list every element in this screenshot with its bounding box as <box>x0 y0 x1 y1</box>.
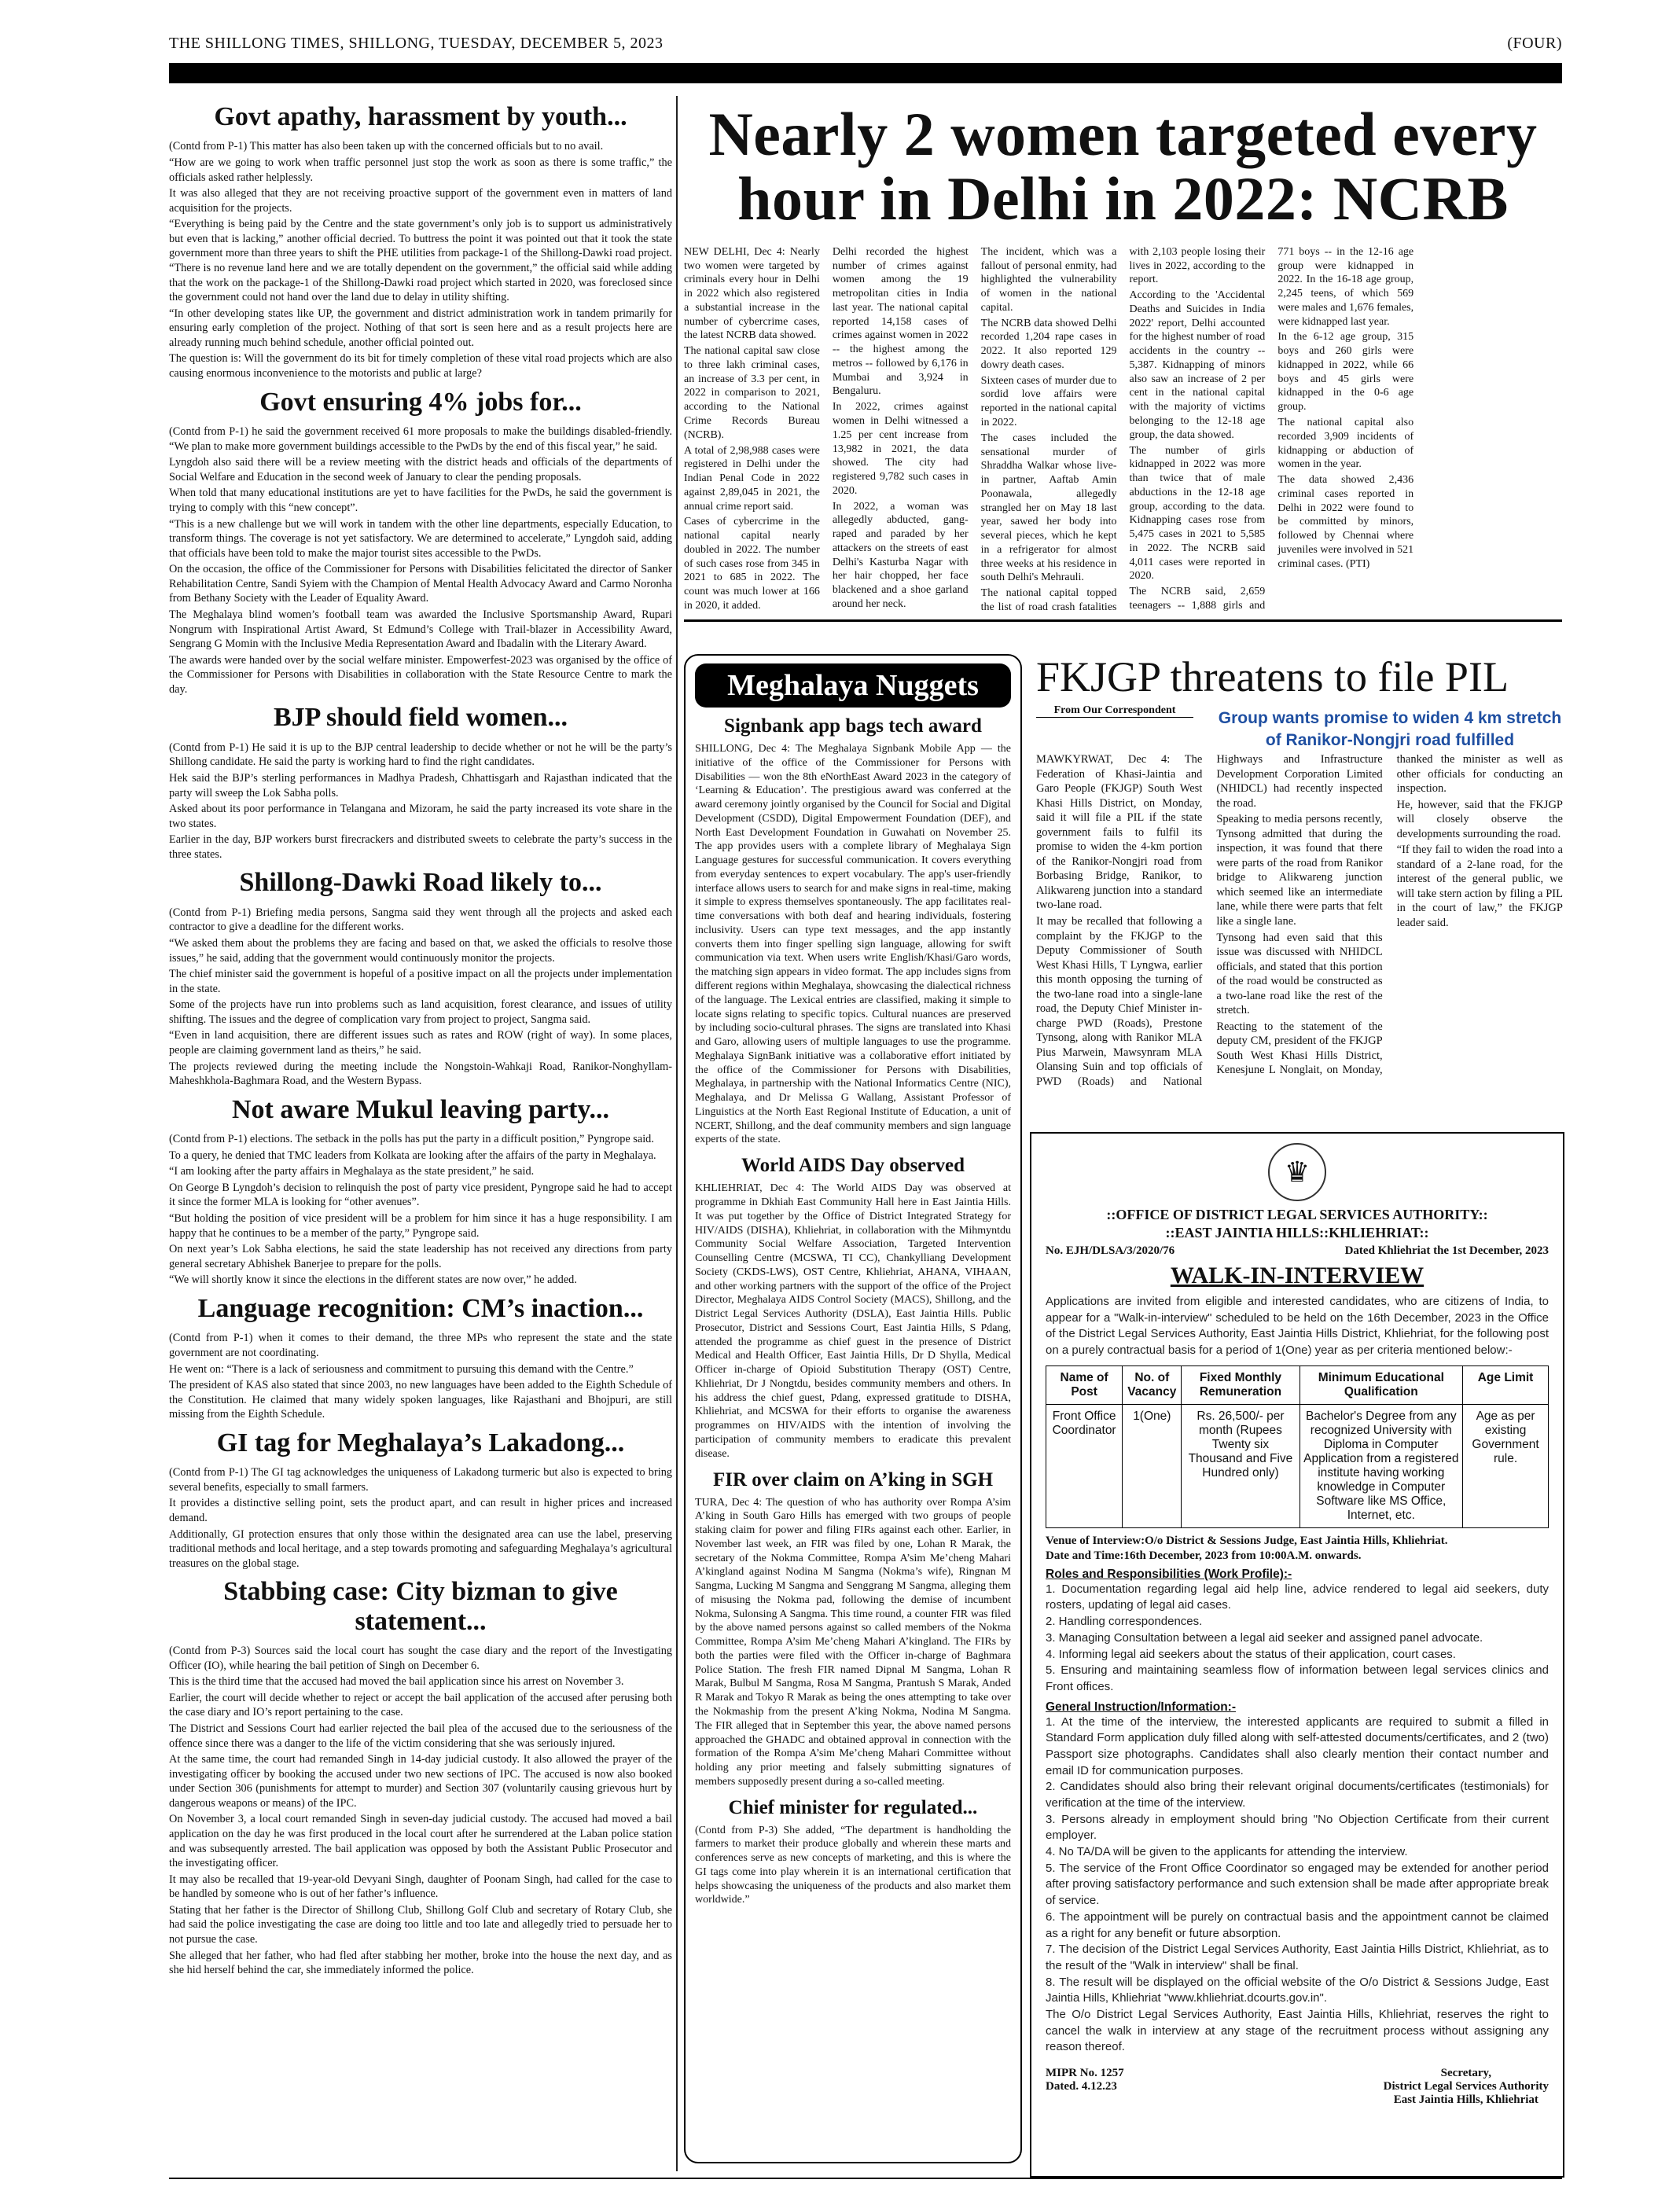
instruction-item: 2. Candidates should also bring their relevant original documents/certificates (testimonials) for verification at the time of the interview. <box>1046 1780 1549 1810</box>
article-paragraph: To a query, he denied that TMC leaders from Kolkata are looking after the affairs of the party in Meghalaya. <box>169 1149 656 1162</box>
fkjgp-subhead: Group wants promise to widen 4 km stretch of Ranikor-Nongjri road fulfilled <box>1218 709 1562 750</box>
lead-paragraph: The cases included the sensational murder of Shraddha Walkar whose live-in partner, Aaftab Amin Poonawala, allegedly strangled her on May 18 last year, sawed her body into several pieces, which he kept in a refrigerator for almost three weeks at his residence in south Delhi's Mehrauli. <box>980 432 1117 584</box>
lead-headline: Nearly 2 women targeted every hour in Delhi in 2022: NCRB <box>708 100 1538 233</box>
role-item: 1. Documentation regarding legal aid help line, advice rendered to legal aid seekers, duty rosters, updating of legal aid cases. <box>1046 1582 1549 1612</box>
article-paragraph: “This is a new challenge but we will work in tandem with the other line departments, especially Education, to transform things. The coverage is not yet satisfactory. We are determined to accelerate,” Lyngdoh said, adding that officials have been told to make the major tourist sites accessible to the PwDs. <box>169 517 672 560</box>
masthead <box>169 35 1562 53</box>
article-paragraph: When told that many educational institutions are yet to have facilities for the PwDs, he said the government is trying to comply with this “new concept”. <box>169 487 672 514</box>
article-paragraph: (Contd from P-1) Briefing media persons, Sangma said they went through all the projects and asked each contractor to give a deadline for the different works. <box>169 906 672 934</box>
nugget-paragraph: KHLIEHRIAT, Dec 4: The World AIDS Day was observed at programme in Dkhiah East Community Hall here in East Jaintia Hills. It was put together by the Office of District Integrated Strategy for HIV/AIDS (DISHA), Khliehriat, in collaboration with the Mihmyntdu Community Social Welfare Association, Targeted Intervention Counselling Centre (MCSWA, TI CC), Chankylliang Development Society (CKDS-LWS), OST Centre, Khliehriat, AHANA, VIHAAN, and other working partners with the support of the office of the Project Director, Meghalaya AIDS Control Society (MACS), Shillong, and the District Legal Services Authority (DSLA), East Jaintia Hills. Public Prosecutor, District and Sessions Court, East Jaintia Hills, S Pdang, attended the programme as chief guest in the presence of District Medical and Health Officer, East Jaintia Hills, Dr D Shylla, Medical Officer in-charge of Opioid Substitution Therapy (OST) Centre, Khliehriat, Dr J Nongtdu, besides community members and others. In his address the chief guest, Pdang, expressed gratitude to DISHA, Khliehriat, and MCSWA for their efforts to organise the awareness programmes on HIV/AIDS with the intention of involving the participation of community members to eradicate this prevalent disease. <box>695 1182 1011 1460</box>
lead-paragraph: In 2022, a woman was allegedly abducted, gang-raped and paraded by her attackers on the streets of east Delhi's Kasturba Nagar with her hair chopped, her face blackened and a shoe garland around her neck. <box>832 500 969 610</box>
ad-intro: Applications are invited from eligible and interested candidates, who are citizens of India, to appear for a "Walk-in-interview" scheduled to be held on the 16th December, 2023 in the Office of the District Legal Services Authority, East Jaintia Hills District, Khliehriat, for the following post on a purely contractual basis for a period of 1(One) year as per criteria mentioned below:- <box>1046 1295 1549 1358</box>
article-paragraph: “But holding the position of vice president will be a problem for him since it has a huge responsibility. I am happy that he continues to be a member of the party,” Pyngrope said. <box>169 1212 672 1240</box>
nuggets-box <box>684 654 1022 2163</box>
lead-paragraph: In 2022, crimes against women in Delhi witnessed a 1.25 per cent increase from 13,982 in 2021, the data showed. The city had registered 9,782 such cases in 2020. <box>832 401 969 497</box>
signatory-3: East Jaintia Hills, Khliehriat <box>1393 2093 1538 2106</box>
fkjgp-paragraph: It may be recalled that following a complaint by the FKJGP to the Deputy Commissioner of South West Khasi Hills, T Lyngwa, earlier this month opposing the turning of the two-lane road into a single-lane road, the Deputy Chief Minister in-charge PWD (Roads), Prestone Tynsong, along with Ranikor MLA Pius Marwein, Mawsynram MLA Olansing Suin and top officials of PWD (Roads) and National Highways and Infrastructure Development Corporation Limited (NHIDCL) had recently inspected the road. <box>1036 753 1383 1089</box>
lead-rule <box>684 619 1562 622</box>
table-header: No. of Vacancy <box>1123 1365 1182 1404</box>
fkjgp-body <box>1036 752 1563 1090</box>
article-paragraph: On George B Lyngdoh’s decision to relinquish the post of party vice president, Pyngrope said he had to accept it since the former MLA is looking for “other avenues”. <box>169 1181 672 1209</box>
table-header: Age Limit <box>1463 1365 1549 1404</box>
fkjgp-headline: FKJGP threatens to file PIL <box>1036 653 1509 700</box>
venue: Venue of Interview:O/o District & Sessions Judge, East Jaintia Hills, Khliehriat. <box>1046 1534 1448 1547</box>
nugget-paragraph: TURA, Dec 4: The question of who has authority over Rompa A’sim A’king in South Garo Hills has emerged with two groups of people staking claim for power and filing FIRs against each other. Earlier, in November last week, an FIR was filed by one, Lohan R Marak, the secretary of the Nokma Committee, Rompa A’sim Me’cheng Mahari A’kingland against Nodina M Sangma (Nokma’s wife), Ringnan M Sangma, Lucking M Sangma and Senggrang M Sangma, alleging them of misusing the Nokma pad, following the demise of incumbent Nokma, Sulonsing A Sangma. This time round, a counter FIR was filed by the above named persons against so called members of the Nokma Committee, Rompa A’sim Me’cheng Mahari A’kingland. The FIRs by both the parties were filed with the Officer in-charge of Baghmara Police Station. The fresh FIR named Dipnal M Sangma, Lohan R Marak, Bulbul M Sangma, Rosa M Sangma, Prantush S Marak, Anded R Marak and Tokyo R Marak as being the ones attempting to take over the Nokmaship from the present A’king Nokma, Nodina M Sangma. The FIR alleged that in September this year, the above named persons approached the GHADC and obtained approval in connection with the formation of the Rompa A’sim Me’cheng Mahari Committee without holding any prior meeting and falsely submitting signatures of members supposedly present during a so-called meeting. <box>695 1496 1011 1788</box>
emblem-icon: ♛ <box>1268 1143 1326 1201</box>
bottom-rule <box>169 2178 1562 2179</box>
article-headline: Language recognition: CM’s inaction... <box>197 1293 644 1323</box>
table-cell: Rs. 26,500/- per month (Rupees Twenty six Thousand and Five Hundred only) <box>1182 1404 1300 1527</box>
lead-paragraph: Delhi recorded the highest number of crimes against women among the 19 metropolitan cities in India last year. The national capital reported 14,158 cases of crimes against women in 2022 -- the highest among the metros -- followed by 6,176 in Mumbai and 3,924 in Bengaluru. <box>832 245 969 398</box>
ad-footer <box>1046 2067 1549 2107</box>
lead-paragraph: Cases of cybercrime in the national capital nearly doubled in 2022. The number of such cases rose from 345 in 2021 to 685 in 2022. The count was much lower at 166 in 2020, it added. <box>684 516 820 612</box>
ref-line <box>1046 1244 1549 1258</box>
article-paragraph: “We will shortly know it since the elections in the different states are now over,” he added. <box>169 1274 577 1287</box>
article-headline: Govt ensuring 4% jobs for... <box>259 387 582 417</box>
fkjgp-paragraph: He, however, said that the FKJGP will closely observe the developments surrounding the road. <box>1396 798 1563 840</box>
lead-paragraph: According to the 'Accidental Deaths and Suicides in India 2022' report, Delhi accounted for the highest number of road accidents in the country -- 5,387. Kidnapping of minors also saw an increase of 2 per cent in the national capital with the majority of victims belonging to the 12-18 age group, the data showed. <box>1129 289 1266 441</box>
table-header: Name of Post <box>1046 1365 1123 1404</box>
role-item: 2. Handling correspondences. <box>1046 1615 1203 1629</box>
article-paragraph: Earlier, the court will decide whether to reject or accept the bail application of the accused after perusing both the case diary and IO’s report pertaining to the case. <box>169 1691 672 1719</box>
article-paragraph: (Contd from P-1) he said the government received 61 more proposals to make the buildings disabled-friendly. “We plan to make more government buildings accessible to the PwDs by the end of this fiscal year,” he said. <box>169 425 672 453</box>
article-paragraph: The awards were handed over by the social welfare minister. Empowerfest-2023 was organised by the office of the Commissioner for Persons with Disabilities in collaboration with the State Resource Centre to mark the day. <box>169 653 672 696</box>
left-column <box>169 96 672 2171</box>
article-paragraph: It was also alleged that they are not receiving proactive support of the government even in matters of land acquisition for the projects. <box>169 187 672 215</box>
article-paragraph: Additionally, GI protection ensures that only those within the designated area can use the label, preserving traditional methods and local heritage, and a step towards promoting and safeguarding Meghalaya’s agricultural treasures on the global stage. <box>169 1527 672 1570</box>
instruction-item: 4. No TA/DA will be given to the applicants for attending the interview. <box>1046 1845 1408 1859</box>
nugget-paragraph: SHILLONG, Dec 4: The Meghalaya Signbank Mobile App — the initiative of the office of the Commissioner for Persons with Disabilities — won the 8th eNorthEast Award 2023 in the category of ‘Learning & Education’. The prestigious award was conferred at the award ceremony jointly organised by the Council for Social and Digital Development (CSDD), Digital Empowerment Foundation (DEF), and North East Development Foundation in Guwahati on November 25. The app provides users with a complete library of Meghalaya Sign Language gestures for successful communication. It covers everything from everyday sentences to expert vocabulary. The app's user-friendly interface allows users to search for and make signs in real-time, making it simple to express themselves spontaneously. The app facilitates real-time conversations with both deaf and hearing individuals, fostering inclusivity. Users can type text messages, and the app instantly converts them into finger spelling sign language, allowing for swift communication via text. When users write English/Khasi/Garo words, the matching sign appears in video format. The app includes signs from different regions within Meghalaya, showcasing the dialectical richness of the language. The Lexical entries are classified, making it simple to locate signs relating to specific topics. Cultural nuances are preserved by including socio-cultural phrases. The signs are translated into Khasi and Garo, allowing users of multiple languages to use the programme. Meghalaya SignBank initiative was a collaborative effort initiated by the office of the Commissioner for Persons with Disabilities, Meghalaya, in partnership with the National Informatics Centre (NIC), Meghalaya, and Dr Melissa G Wallang, Assistant Professor of Linguistics at the North East Regional Institute of Education, a unit of NCERT, Shillong, and the deaf community members and sign language experts of the state. <box>695 743 1011 1146</box>
article-headline: Stabbing case: City bizman to give statement... <box>223 1577 618 1636</box>
lead-paragraph: Sixteen cases of murder due to sordid love affairs were reported in the national capital in 2022. <box>980 374 1117 428</box>
article-paragraph: (Contd from P-1) The GI tag acknowledges the uniqueness of Lakadong turmeric but also is expected to bring several benefits, especially to small farmers. <box>169 1466 672 1494</box>
date-time: Date and Time:16th December, 2023 from 10:00A.M. onwards. <box>1046 1549 1362 1562</box>
office-line-2: ::EAST JAINTIA HILLS::KHLIEHRIAT:: <box>1165 1224 1429 1241</box>
article-headline: BJP should field women... <box>273 703 568 733</box>
nugget-headline: FIR over claim on A’king in SGH <box>712 1468 994 1490</box>
article-paragraph: The Meghalaya blind women’s football team was awarded the Inclusive Sportsmanship Award, Rupari Nongrum with Inspirational Artist Award, St Edmund’s College with Trail-blazer in Accessibility Award, Sengrang G Momin with the Inclusive Media Representation Award and Ibadalin with the Literary Award. <box>169 608 672 651</box>
fkjgp-paragraph: “If they fail to widen the road into a standard of a 2-lane road, for the interest of the general public, we will take stern action by filing a PIL in the court of law,” the FKJGP leader said. <box>1396 844 1563 930</box>
table-cell: Age as per existing Government rule. <box>1463 1404 1549 1527</box>
article-paragraph: “I am looking after the party affairs in Meghalaya as the state president,” he said. <box>169 1165 535 1178</box>
lead-paragraph: The NCRB said, 2,659 teenagers -- 1,888 girls and 771 boys -- in the 12-16 age group were kidnapped in 2022. In the 16-18 age group, 2,245 teens, of which 569 were males and 1,676 females, were kidnapped last year. <box>1129 245 1414 612</box>
instruction-item: 7. The decision of the District Legal Services Authority, East Jaintia Hills District, Khliehriat, as to the result of the "Walk in interview" shall be final. <box>1046 1943 1549 1972</box>
role-item: 5. Ensuring and maintaining seamless flow of information between legal services clinics and Front offices. <box>1046 1663 1549 1693</box>
article-paragraph: This is the third time that the accused had moved the bail application since his arrest on November 3. <box>169 1675 624 1689</box>
article-paragraph: (Contd from P-1) This matter has also been taken up with the concerned officials but to no avail. <box>169 140 604 153</box>
lead-paragraph: The NCRB data showed Delhi recorded 1,204 rape cases in 2022. It also reported 129 dowry death cases. <box>980 317 1117 371</box>
article-paragraph: Stating that her father is the Director of Shillong Club, Shillong Golf Club and secretary of Rotary Club, she had said the police investigating the case are doing too little and too late and allegedly tried to persuade her to not pursue the case. <box>169 1903 672 1946</box>
article-paragraph: At the same time, the court had remanded Singh in 14-day judicial custody. It also allowed the prayer of the investigating officer by booking the accused under two new sections of IPC. The accused is now also booked under Section 306 (punishments for attempt to murder) and Section 307 (voluntarily causing grievous hurt by dangerous weapons or means) of the IPC. <box>169 1753 672 1810</box>
table-cell: 1(One) <box>1123 1404 1182 1527</box>
lead-paragraph: In the 6-12 age group, 315 boys and 260 girls were kidnapped in 2022, while 66 boys and 45 girls were kidnapped in the 0-6 age group. <box>1277 331 1414 414</box>
page-number: (FOUR) <box>1507 35 1562 52</box>
article-paragraph: (Contd from P-1) He said it is up to the BJP central leadership to decide whether or not he will be the party’s Shillong candidate. He said the party is working hard to find the right candidates. <box>169 741 672 769</box>
nugget-headline: World AIDS Day observed <box>741 1155 965 1177</box>
lead-paragraph: The data showed 2,436 criminal cases reported in Delhi in 2022 were found to be committed by minors, followed by Chennai where juveniles were involved in 521 criminal cases. (PTI) <box>1277 474 1414 570</box>
instruction-item: 6. The appointment will be purely on contractual basis and the appointment cannot be claimed as a right for any benefit or future absorption. <box>1046 1909 1549 1940</box>
lead-paragraph: The number of girls kidnapped in 2022 was more than twice that of male abductions in the 12-18 age group, according to the data. Kidnapping cases rose from 5,475 cases in 2021 to 5,585 in 2022. The NCRB said 4,011 cases were reported in 2020. <box>1129 444 1266 583</box>
article-paragraph: On next year’s Lok Sabha elections, he said the state leadership has not received any directions from party general secretary Abhishek Banerjee to prepare for the polls. <box>169 1243 672 1270</box>
role-item: 4. Informing legal aid seekers about the status of their application, court cases. <box>1046 1647 1456 1661</box>
instruction-item: 5. The service of the Front Office Coordinator so engaged may be extended for another period after proving satisfactory performance and such extension shall be made after appropriate break of service. <box>1046 1861 1549 1908</box>
chief-para: (Contd from P-3) She added, “The department is handholding the farmers to market their produce globally and wherein these marts and conferences serve as new concepts of marketing, and this is where the GI tags come into play wherein it is an international certification that helps showcasing the uniqueness of the products and also market them worldwide.” <box>695 1824 1011 1906</box>
article-paragraph: “How are we going to work when traffic personnel just stop the work as soon as there is some traffic,” the officials asked rather helplessly. <box>169 156 672 184</box>
article-paragraph: She alleged that her father, who had fled after stabbing her mother, broke into the house the next day, and as she hid herself behind the car, she immediately informed the police. <box>169 1949 672 1977</box>
article-paragraph: The chief minister said the government is hopeful of a positive impact on all the projects under implementation in the state. <box>169 968 672 995</box>
article-headline: Shillong-Dawki Road likely to... <box>239 868 602 898</box>
article-paragraph: The president of KAS also stated that since 2003, no new languages have been added to the Eighth Schedule of the Constitution. He claimed that many widely spoken languages, like Rajasthani and Bhojpuri, are still missing from the Eighth Schedule. <box>169 1379 672 1421</box>
lead-story <box>684 93 1562 627</box>
article-paragraph: Earlier in the day, BJP workers burst firecrackers and distributed sweets to celebrate the party’s success in the three states. <box>169 833 672 861</box>
instruction-item: 8. The result will be displayed on the official website of the O/o District & Sessions Judge, East Jaintia Hills, Khliehriat "www.khliehriat.dcourts.gov.in". <box>1046 1975 1549 2005</box>
article-headline: GI tag for Meghalaya’s Lakadong... <box>216 1428 625 1457</box>
article-paragraph: He went on: “There is a lack of seriousness and commitment to pursuing this demand with the Centre.” <box>169 1362 634 1376</box>
lead-paragraph: The national capital also recorded 3,909 incidents of kidnapping or abduction of women in the year. <box>1277 416 1414 471</box>
mipr-number: MIPR No. 1257 <box>1046 2067 1124 2079</box>
article-paragraph: The District and Sessions Court had earlier rejected the bail plea of the accused due to the seriousness of the offence since there was a danger to the life of the victim considering that she was seriously injured. <box>169 1722 672 1750</box>
nuggets-banner: Meghalaya Nuggets <box>695 663 1011 708</box>
signatory-1: Secretary, <box>1440 2067 1491 2079</box>
signatory-2: District Legal Services Authority <box>1383 2080 1549 2093</box>
article-paragraph: (Contd from P-3) Sources said the local court has sought the case diary and the report of the Investigating Officer (IO), while hearing the bail petition of Singh on December 6. <box>169 1645 672 1672</box>
article-paragraph: Lyngdoh also said there will be a review meeting with the district heads and officials of the departments of Social Welfare and Education in the second week of January to clear the pending proposals. <box>169 456 672 483</box>
fkjgp-paragraph: Speaking to media persons recently, Tynsong admitted that during the inspection, it was found that there were parts of the road from Ranikor bridge to Alikwareng junction which seemed like an intermediate lane, while there were parts that felt like a single lane. <box>1216 813 1383 928</box>
article-paragraph: The question is: Will the government do its bit for timely completion of these vital road projects which are also causing enormous inconvenience to the motorists and public at large? <box>169 352 672 380</box>
instruction-item: The O/o District Legal Services Authority, East Jaintia Hills, Khliehriat, reserves the right to cancel the walk in interview at any stage of the recruitment process without assigning any reason thereof. <box>1046 2007 1549 2054</box>
article-paragraph: (Contd from P-1) when it comes to their demand, the three MPs who represent the state and the state government are not coordinating. <box>169 1332 672 1359</box>
lead-paragraph: NEW DELHI, Dec 4: Nearly two women were targeted by criminals every hour in Delhi in 2022 which also registered a substantial increase in the number of cybercrime cases, the latest NCRB data showed. <box>684 245 820 342</box>
chief-headline: Chief minister for regulated... <box>728 1796 978 1818</box>
mipr-date: Dated. 4.12.23 <box>1046 2080 1117 2093</box>
ref-number: No. EJH/DLSA/3/2020/76 <box>1046 1244 1175 1257</box>
article-paragraph: “In other developing states like UP, the government and district administration work in tandem primarily for ensuring early completion of the project. Nothing of that sort is seen here and as a result projects here are already running much behind schedule, another official pointed out. <box>169 307 672 349</box>
article-paragraph: Hek said the BJP’s sterling performances in Madhya Pradesh, Chhattisgarh and Rajasthan indicated that the party will sweep the Lok Sabha polls. <box>169 771 672 799</box>
article-paragraph: “We asked them about the problems they are facing and based on that, we asked the officials to resolve those issues,” he said, adding that the government would continuously monitor the projects. <box>169 937 672 965</box>
fkjgp-story <box>1036 652 1563 1090</box>
fkjgp-paragraph: Reacting to the statement of the deputy CM, president of the FKJGP South West Khasi Hills District, Kenesjune L Nonglait, on Monday, thanked the minister as well as other officials for conducting an inspection. <box>1216 753 1563 1077</box>
vacancy-table <box>1046 1365 1549 1528</box>
table-header: Minimum Educational Qualification <box>1300 1365 1463 1404</box>
lead-body <box>684 245 1562 615</box>
role-item: 3. Managing Consultation between a legal aid seeker and assigned panel advocate. <box>1046 1630 1483 1645</box>
article-paragraph: On November 3, a local court remanded Singh in seven-day judicial custody. The accused had moved a bail application on the day he was first produced in the local court after he surrendered at the Laban police station and was subsequently arrested. The bail application was opposed by both the Assistant Public Prosecutor and the investigating officer. <box>169 1813 672 1870</box>
roles-heading: Roles and Responsibilities (Work Profile):- <box>1046 1567 1292 1581</box>
instruction-item: 1. At the time of the interview, the interested applicants are required to submit a filled in Standard Form application duly filled along with self-attested documents/certificates, and 2 (two) Passport size photographs. Candidates shall also clearly mention their contact number and email ID for communication purposes. <box>1046 1715 1549 1777</box>
walk-in-interview-ad <box>1030 1132 1564 2178</box>
lead-paragraph: A total of 2,98,988 cases were registered in Delhi under the Indian Penal Code in 2022 against 2,89,045 in 2021, the annual crime report said. <box>684 444 820 513</box>
fkjgp-paragraph: Tynsong had even said that this issue was discussed with NHIDCL officials, and stated that this portion of the road would be constructed as a two-lane road like the rest of the stretch. <box>1216 931 1383 1017</box>
ad-title: WALK-IN-INTERVIEW <box>1170 1263 1425 1288</box>
nugget-headline: Signbank app bags tech award <box>724 715 982 737</box>
nuggets-items <box>695 715 1011 1789</box>
article-paragraph: The projects reviewed during the meeting include the Nongstoin-Wahkaji Road, Ranikor-Nonghyllam-Maheshkhola-Baghmara Road, and the Western Bypass. <box>169 1060 672 1088</box>
general-heading: General Instruction/Information:- <box>1046 1700 1236 1714</box>
roles-list <box>1046 1582 1549 1696</box>
ref-date: Dated Khliehriat the 1st December, 2023 <box>1344 1244 1549 1257</box>
table-header: Fixed Monthly Remuneration <box>1182 1365 1300 1404</box>
article-paragraph: On the occasion, the office of the Commissioner for Persons with Disabilities felicitated the director of Sanker Rehabilitation Centre, Sandi Syiem with the Champion of Mental Health Advocacy Award and Carmo Noronha from Bethany Society with the Leader of Equality Award. <box>169 563 672 605</box>
lead-paragraph: The incident, which was a fallout of personal enmity, had highlighted the vulnerability of women in the national capital. <box>980 245 1117 314</box>
article-paragraph: (Contd from P-1) elections. The setback in the polls has put the party in a difficult position,” Pyngrope said. <box>169 1133 654 1146</box>
table-cell: Front Office Coordinator <box>1046 1404 1123 1527</box>
general-list <box>1046 1715 1549 2056</box>
article-paragraph: “Even in land acquisition, there are different issues such as rates and ROW (right of way). In some places, people are claiming government land as theirs,” he said. <box>169 1029 672 1057</box>
fkjgp-byline: From Our Correspondent <box>1036 704 1193 718</box>
article-paragraph: “Everything is being paid by the Centre and the state government’s only job is to support us administratively but even that is lacking,” another official decried. To buttress the point it was pointed out that it took the state government more than three years to shift the PHE utilities from package-1 of the Shillong-Dawki road project. “There is no revenue land here and we are totally dependent on the government,” the official said while adding that the work on the package-1 of the Shillong-Dawki road project which started in 2020, was foreclosed since the government could not hand over the land due to delay in utility shifting. <box>169 218 672 304</box>
top-rule <box>169 63 1562 83</box>
instruction-item: 3. Persons already in employment should bring "No Objection Certificate from their current employer. <box>1046 1812 1549 1843</box>
masthead-left: THE SHILLONG TIMES, SHILLONG, TUESDAY, DECEMBER 5, 2023 <box>169 35 664 52</box>
table-cell: Bachelor's Degree from any recognized University with Diploma in Computer Application from a registered institute having working knowledge in Computer Software like MS Office, Internet, etc. <box>1300 1404 1463 1527</box>
article-paragraph: Some of the projects have run into problems such as land acquisition, forest clearance, and issues of utility shifting. The issues and the degree of complication vary from project to project, Sangma said. <box>169 998 672 1026</box>
fkjgp-paragraph: MAWKYRWAT, Dec 4: The Federation of Khasi-Jaintia and Garo People (FKJGP) South West Khasi Hills District, on Monday, said it will file a PIL if the state government fails to fulfil its promise to widen the 4-km portion of the Ranikor-Nongjri road from Borbasing Bridge, Ranikor, to Alikwareng junction into a standard two-lane road. <box>1036 753 1203 912</box>
article-paragraph: Asked about its poor performance in Telangana and Mizoram, he said the party increased its vote share in the two states. <box>169 803 672 830</box>
article-headline: Govt apathy, harassment by youth... <box>214 102 627 131</box>
office-line-1: ::OFFICE OF DISTRICT LEGAL SERVICES AUTHORITY:: <box>1106 1207 1488 1222</box>
lead-paragraph: The national capital saw close to three lakh criminal cases, an increase of 3.3 per cent, in 2022 in comparison to 2021, according to the National Crime Records Bureau (NCRB). <box>684 345 820 441</box>
article-headline: Not aware Mukul leaving party... <box>231 1094 610 1124</box>
article-paragraph: It provides a distinctive selling point, sets the product apart, and can result in higher prices and increased demand. <box>169 1497 672 1524</box>
article-paragraph: It may also be recalled that 19-year-old Devyani Singh, daughter of Poonam Singh, had called for the case to be handled by someone who is out of her father’s influence. <box>169 1873 672 1901</box>
column-divider <box>676 96 678 2171</box>
lead-paragraph: The national capital topped the list of road crash fatalities with 2,103 people losing their lives in 2022, according to the report. <box>980 245 1266 613</box>
